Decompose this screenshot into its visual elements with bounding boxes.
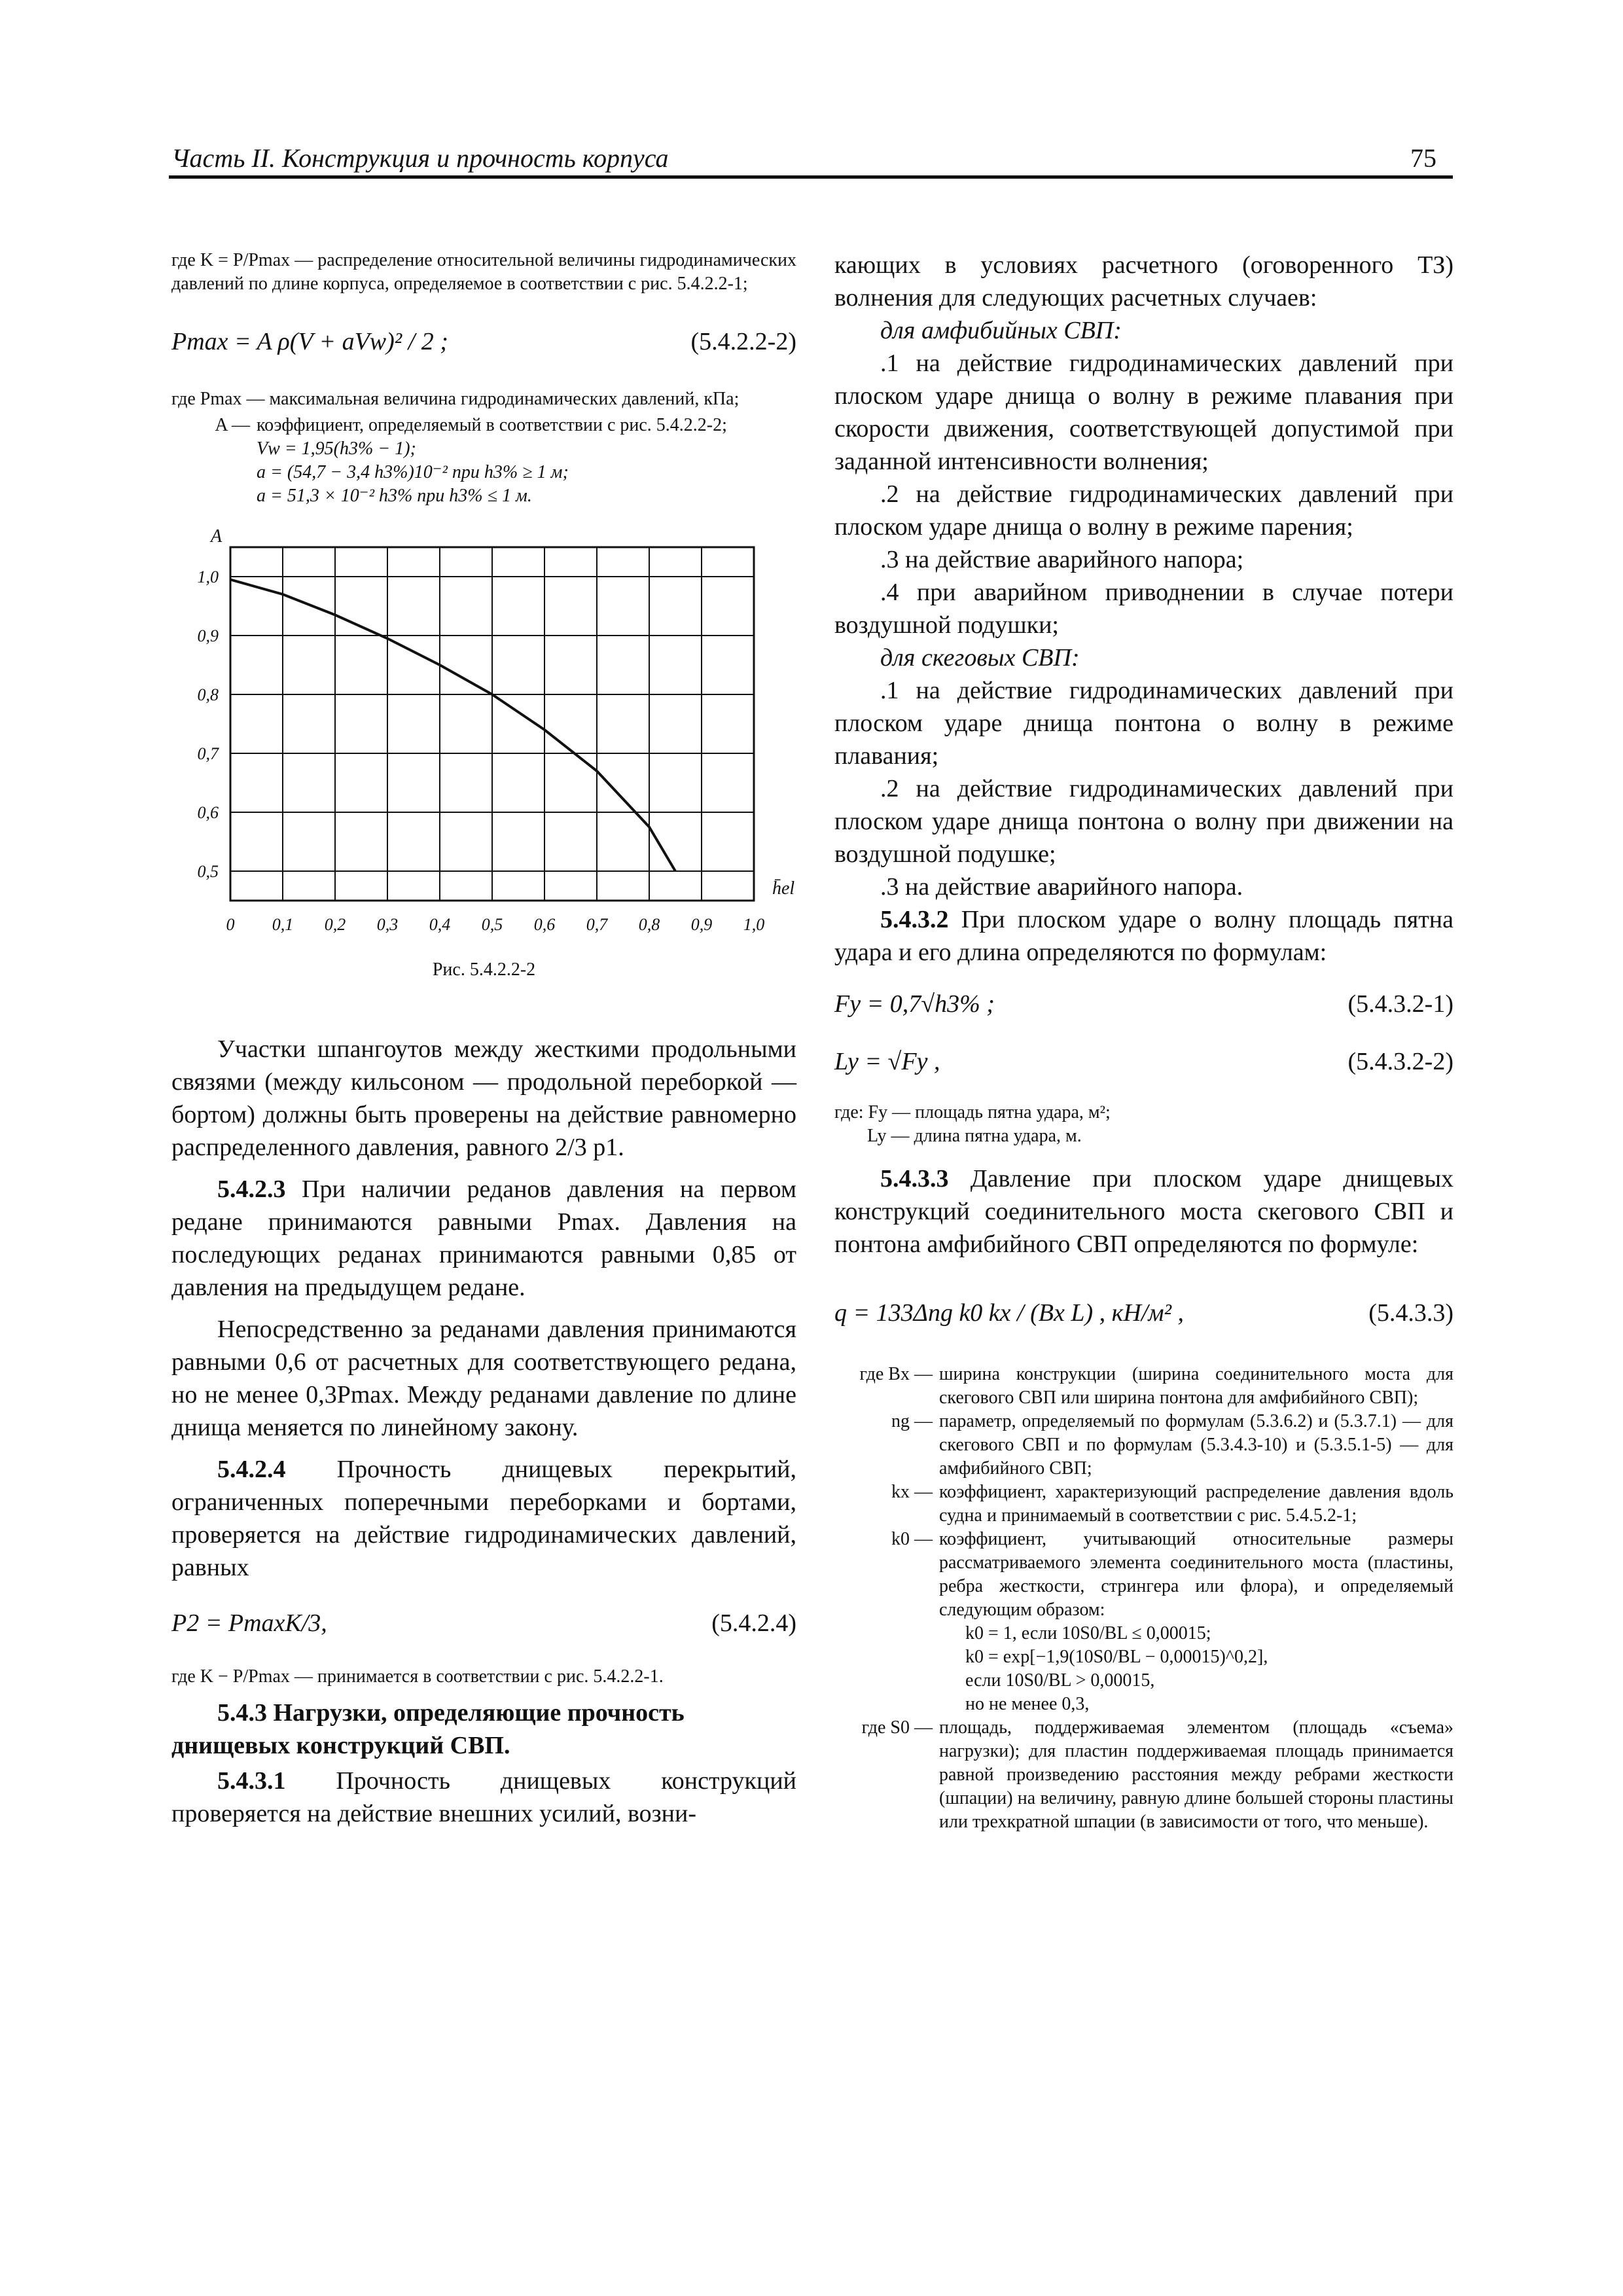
formula-ly-expr: Ly = √Fy ,	[834, 1048, 940, 1075]
subheading-skeg: для скеговых СВП:	[880, 644, 1080, 672]
chart-x-tick-label: 0,8	[638, 915, 660, 934]
list-item: .4 при аварийном приводнении в случае потери воздушной подушки;	[834, 579, 1454, 639]
definition-text: коэффициент, учитывающий относительные размеры рассматриваемого элемента соединительного моста (пластины, ребра жесткости, стрингера или флора), и определяемый следующим образом:	[939, 1529, 1454, 1620]
formula-ly	[834, 1042, 1454, 1088]
paragraph-behind-steps: Непосредственно за реданами давления принимаются равными 0,6 от расчетных для соответствующего редана, но не менее 0,3Pmax. Между реданами давление по длине днища меняется по линейному закону.	[171, 1316, 796, 1441]
formula-p2-expr: P2 = PmaxK/3,	[171, 1609, 327, 1637]
chart-x-tick-label: 0,2	[324, 915, 346, 934]
chart-y-axis-label: A	[211, 526, 223, 547]
formula-pmax-expr: Pmax = A ρ(V + aVw)² / 2 ;	[171, 328, 448, 355]
definition-a-text: коэффициент, определяемый в соответствии с рис. 5.4.2.2-2;	[257, 415, 727, 435]
definition-text: параметр, определяемый по формулам (5.3.6.2) и (5.3.7.1) — для скегового СВП и по формулам (5.3.4.3-10) и (5.3.5.1-5) — для амфибийного СВП;	[939, 1411, 1454, 1479]
list-item: .2 на действие гидродинамических давлений при плоском ударе днища о волну в режиме парения;	[834, 480, 1454, 541]
definition-k2: где K − P/Pmax — принимается в соответствии с рис. 5.4.2.2-1.	[171, 1666, 664, 1687]
paragraph-5-4-3-1-text: Прочность днищевых конструкций проверяется на действие внешних усилий, возни-	[171, 1767, 796, 1827]
definition-text: коэффициент, характеризующий распределение давления вдоль судна и принимаемый в соответствии с рис. 5.4.5.2-1;	[939, 1482, 1454, 1526]
chart-y-tick-label: 0,9	[197, 626, 219, 645]
formula-fy-expr: Fy = 0,7√h3% ;	[834, 990, 995, 1018]
chart-y-tick-label: 1,0	[197, 567, 219, 586]
paragraph-5-4-2-3	[171, 1173, 796, 1304]
definition-pmax: где Pmax — максимальная величина гидродинамических давлений, кПа;	[171, 389, 740, 409]
paragraph-5-4-2-4	[171, 1453, 796, 1584]
paragraph-5-4-3-2-text: При плоском ударе о волну площадь пятна удара и его длина определяются по формулам:	[834, 906, 1454, 966]
list-item: .3 на действие аварийного напора.	[880, 873, 1243, 901]
formula-q-expr: q = 133Δng k0 kx / (Bx L) , кН/м² ,	[834, 1299, 1185, 1327]
list-item: .1 на действие гидродинамических давлений при плоском ударе днища понтона о волну в режиме плавания;	[834, 677, 1454, 770]
definition-row	[834, 1528, 1454, 1622]
definition-text: но не менее 0,3,	[965, 1694, 1090, 1714]
definition-a	[171, 414, 796, 437]
chart-series-line	[230, 580, 675, 872]
clause-number: 5.4.3.3	[880, 1165, 949, 1193]
definition-text: k0 = exp[−1,9(10S0/BL − 0,00015)^0,2],	[965, 1647, 1268, 1667]
definition-term: kx —	[891, 1482, 933, 1502]
left-column	[171, 249, 796, 1830]
formula-p2-number: (5.4.2.4)	[711, 1609, 796, 1637]
running-header-title: Часть II. Конструкция и прочность корпуса	[171, 143, 669, 173]
subheading-amphibious: для амфибийных СВП:	[880, 317, 1122, 344]
definition-term	[834, 1669, 939, 1693]
chart-x-tick-label: 0,6	[533, 915, 556, 934]
definition-a1: a = (54,7 − 3,4 h3%)10⁻² при h3% ≥ 1 м;	[257, 462, 569, 482]
clause-number: 5.4.2.4	[217, 1456, 286, 1483]
formula-p2	[171, 1604, 796, 1649]
paragraph-frames: Участки шпангоутов между жесткими продольными связями (между кильсоном — продольной переборкой — бортом) должны быть проверены на действие равномерно распределенного давления, равного 2/3 p1.	[171, 1035, 796, 1161]
chart-x-tick-label: 0,5	[481, 915, 503, 934]
definition-term	[834, 1693, 939, 1716]
chart-x-tick-label: 0	[226, 915, 235, 934]
definition-a-label: A —	[215, 415, 250, 435]
definition-term: k0 —	[891, 1529, 933, 1549]
formula-pmax	[171, 322, 796, 368]
formula-fy-number: (5.4.3.2-1)	[1347, 990, 1454, 1018]
paragraph-5-4-3-3	[834, 1162, 1454, 1261]
list-item: .2 на действие гидродинамических давлений при плоском ударе днища понтона о волну при движении на воздушной подушке;	[834, 775, 1454, 868]
definition-k: где K = P/Pmax — распределение относительной величины гидродинамических давлений по длине корпуса, определяемое в соответствии с рис. 5.4.2.2-1;	[171, 250, 796, 294]
chart-x-tick-label: 0,7	[586, 915, 608, 934]
definition-term	[834, 1622, 939, 1645]
definition-term: ng —	[891, 1411, 933, 1431]
formula-pmax-number: (5.4.2.2-2)	[690, 328, 796, 355]
chart-x-tick-label: 1,0	[743, 915, 765, 934]
paragraph-continuation: кающих в условиях расчетного (оговоренного ТЗ) волнения для следующих расчетных случаев:	[834, 251, 1454, 312]
definition-row	[834, 1410, 1454, 1480]
definition-row	[834, 1693, 1454, 1716]
chart-y-tick-label: 0,6	[197, 803, 219, 822]
paragraph-5-4-2-4-text: Прочность днищевых перекрытий, ограниченных поперечными переборками и бортами, проверяется на действие гидродинамических давлений, равных	[171, 1456, 797, 1581]
figure-caption: Рис. 5.4.2.2-2	[432, 960, 536, 980]
definition-text: площадь, поддерживаемая элементом (площадь «съема» нагрузки); для пластин поддерживаемая площадь принимается равной произведению расстояния между ребрами жесткости (шпации) на величину, равную длине большей стороны пластины или трехкратной шпации (в зависимости от того, что меньше).	[939, 1717, 1454, 1832]
chart-x-tick-label: 0,3	[376, 915, 399, 934]
definition-vw: Vw = 1,95(h3% − 1);	[257, 439, 416, 459]
paragraph-5-4-2-3-text: При наличии реданов давления на первом редане принимаются равными Pmax. Давления на последующих реданах принимаются равными 0,85 от давления на предыдущем редане.	[171, 1175, 797, 1301]
chart-y-tick-label: 0,8	[197, 685, 219, 704]
chart-x-axis-label: h̄el	[772, 878, 795, 899]
definition-row	[834, 1622, 1454, 1645]
header-rule	[169, 175, 1453, 179]
section-heading-5-4-3: 5.4.3 Нагрузки, определяющие прочность днищевых конструкций СВП.	[171, 1699, 685, 1759]
definition-fy: где: Fy — площадь пятна удара, м²;	[834, 1102, 1111, 1122]
formula-ly-number: (5.4.3.2-2)	[1347, 1048, 1454, 1075]
paragraph-5-4-3-2	[834, 903, 1454, 969]
chart-x-tick-label: 0,1	[272, 915, 294, 934]
formula-q-number: (5.4.3.3)	[1368, 1299, 1454, 1327]
chart-x-tick-label: 0,4	[429, 915, 451, 934]
clause-number: 5.4.3.2	[880, 906, 949, 933]
definition-term: где S0 —	[861, 1717, 933, 1738]
definition-row	[834, 1716, 1454, 1834]
definition-row	[834, 1645, 1454, 1669]
list-item: .3 на действие аварийного напора;	[880, 546, 1244, 573]
chart-x-tick-label: 0,9	[690, 915, 713, 934]
page-number: 75	[1410, 143, 1436, 173]
definition-text: k0 = 1, если 10S0/BL ≤ 0,00015;	[965, 1623, 1211, 1643]
definition-term	[834, 1645, 939, 1669]
formula-fy	[834, 984, 1454, 1030]
definition-row	[834, 1363, 1454, 1410]
formula-q	[834, 1284, 1454, 1347]
clause-number: 5.4.3.1	[217, 1767, 286, 1795]
definition-row	[834, 1669, 1454, 1693]
definition-text: ширина конструкции (ширина соединительного моста для скегового СВП или ширина понтона для амфибийного СВП);	[939, 1364, 1454, 1408]
definition-ly: Ly — длина пятна удара, м.	[867, 1126, 1082, 1146]
definition-text: если 10S0/BL > 0,00015,	[965, 1670, 1155, 1691]
right-column	[834, 249, 1454, 1834]
clause-number: 5.4.2.3	[217, 1175, 286, 1203]
chart-y-tick-label: 0,7	[197, 744, 219, 763]
paragraph-5-4-3-1	[171, 1765, 796, 1830]
definition-row	[834, 1480, 1454, 1528]
paragraph-5-4-3-3-text: Давление при плоском ударе днищевых конструкций соединительного моста скегового СВП и понтона амфибийного СВП определяются по формуле:	[834, 1165, 1454, 1258]
chart-figure	[171, 514, 796, 960]
definition-list	[834, 1363, 1454, 1834]
list-item: .1 на действие гидродинамических давлений при плоском ударе днища о волну в режиме плавания при скорости движения, соответствующей допустимой при заданной интенсивности волнения;	[834, 350, 1454, 475]
chart-y-tick-label: 0,5	[197, 862, 219, 881]
definition-term: где Bx —	[859, 1364, 933, 1384]
definition-a2: a = 51,3 × 10⁻² h3% при h3% ≤ 1 м.	[257, 486, 532, 506]
